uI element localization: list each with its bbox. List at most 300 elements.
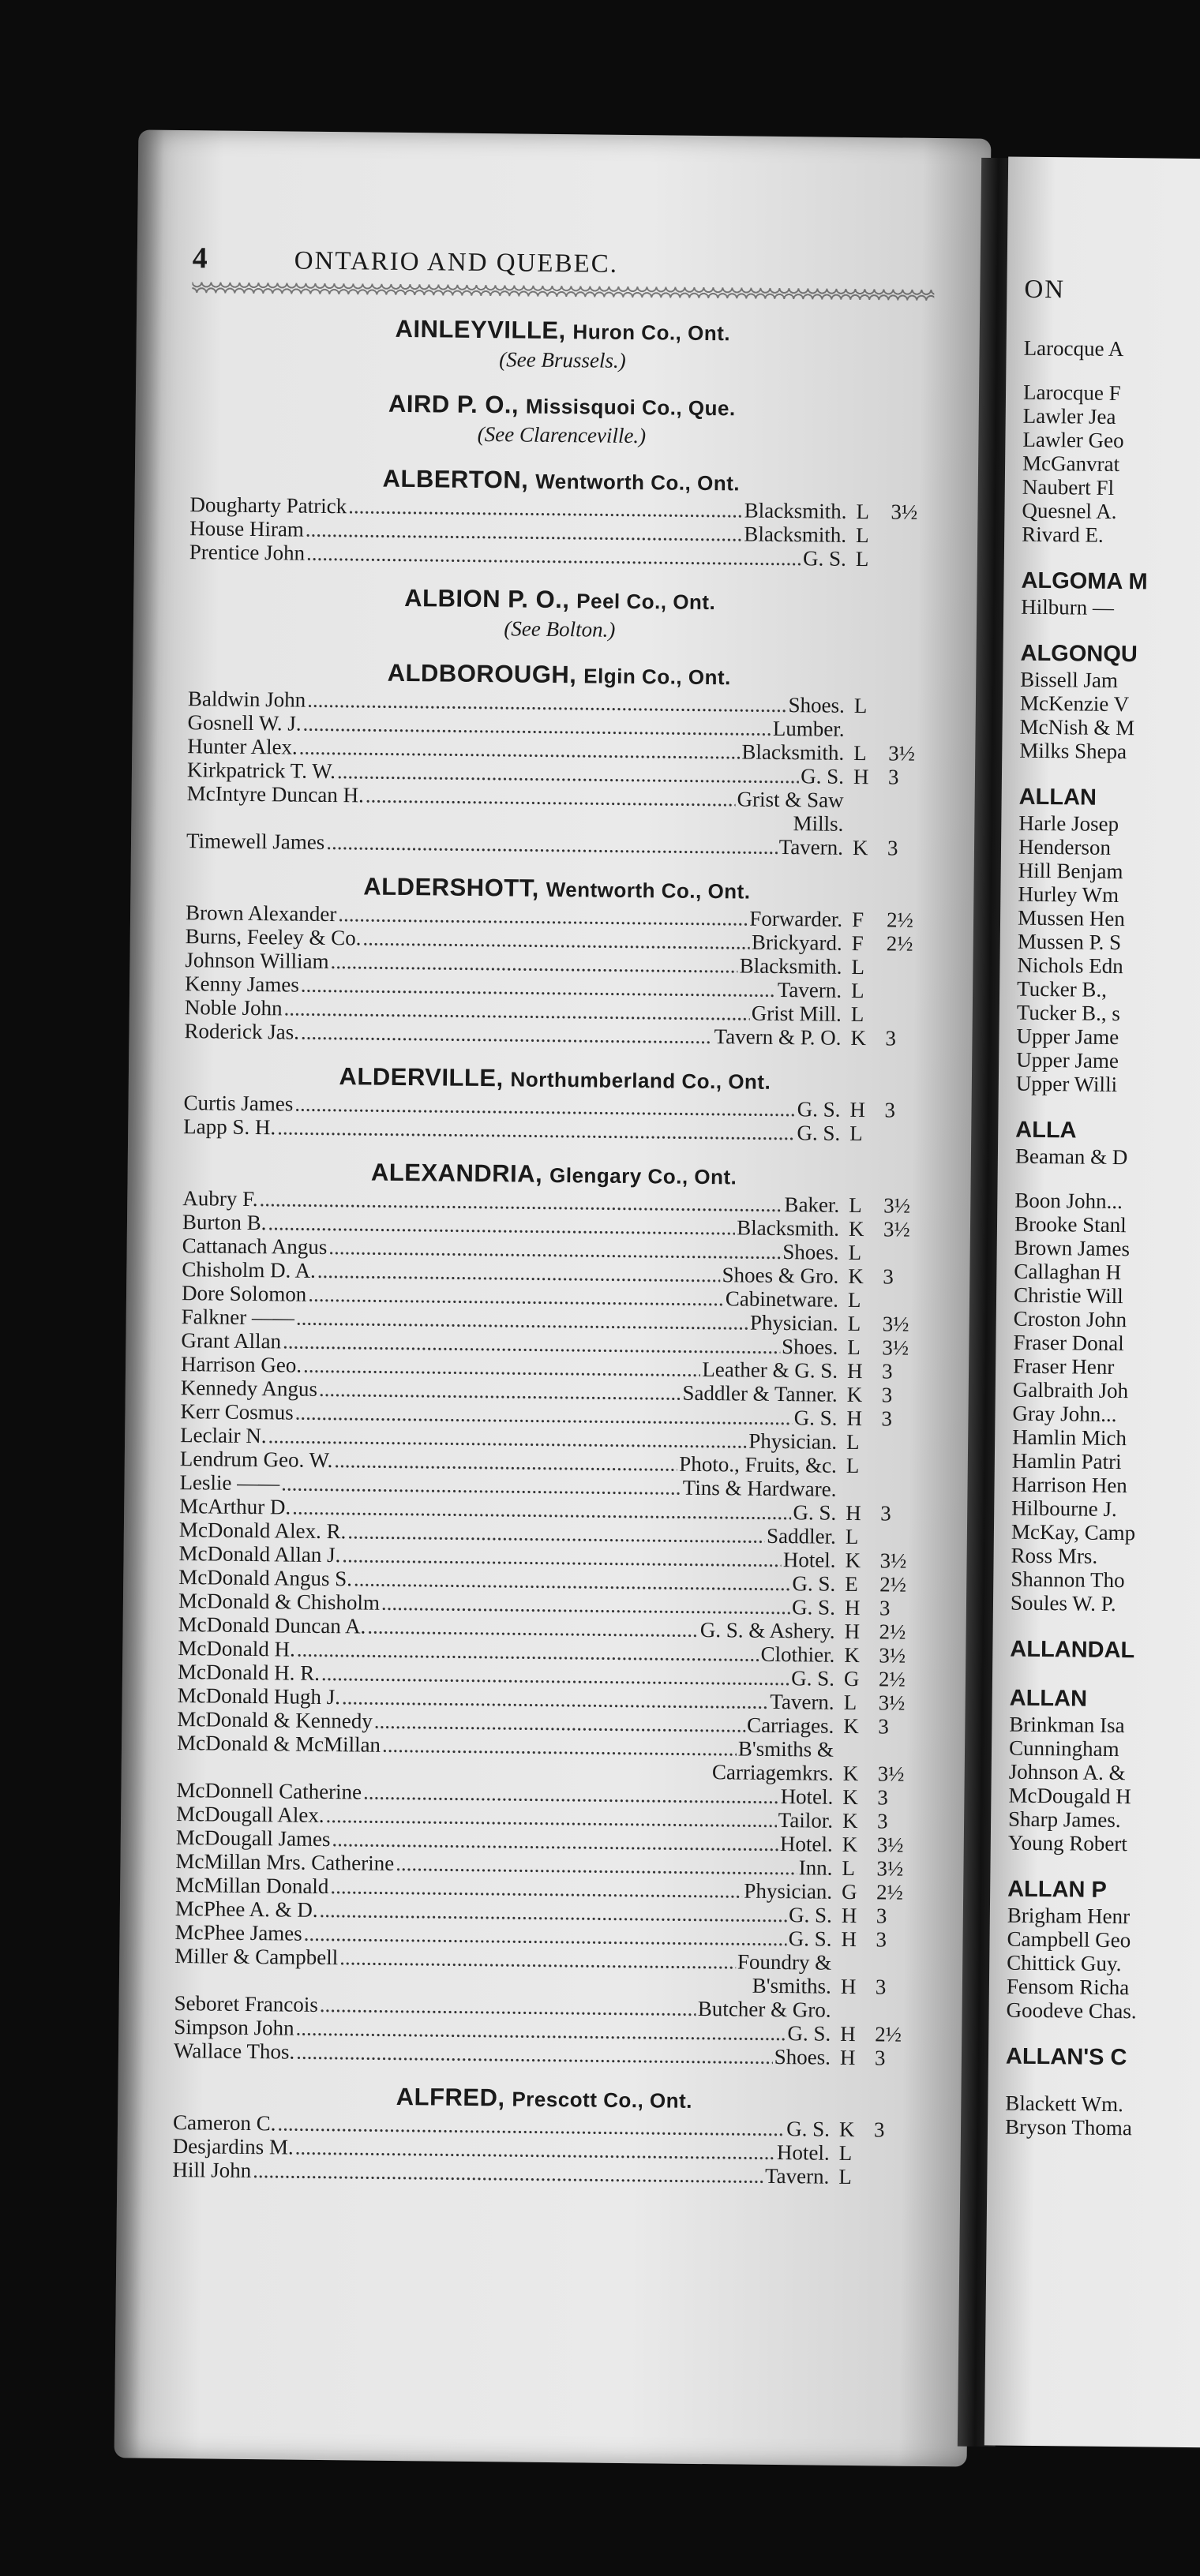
- entry-trade: Inn.: [798, 1855, 833, 1880]
- entry-trade: G. S.: [797, 1097, 841, 1121]
- credit-rating: L: [855, 546, 869, 571]
- credit-rating: H: [846, 1358, 863, 1383]
- entry-trade: Tailor.: [778, 1808, 834, 1833]
- entry-name: Aubry F.: [182, 1186, 258, 1211]
- entry-name: Johnson William: [185, 948, 329, 974]
- entry-name: Timewell James: [186, 829, 325, 854]
- town-name: ALBERTON,: [382, 464, 529, 494]
- entry-trade: B'smiths &: [737, 1736, 834, 1762]
- entry-trade: Tins & Hardware.: [682, 1475, 837, 1501]
- entry-trade: G. S.: [793, 1406, 838, 1430]
- town-section: [189, 581, 932, 646]
- right-entry: Cunningham: [1008, 1735, 1119, 1762]
- capital-rating: [876, 1970, 917, 1971]
- credit-rating: [844, 807, 888, 808]
- entry-name: McIntyre Duncan H.: [186, 781, 365, 807]
- capital-rating: 3½: [883, 1193, 911, 1218]
- right-entry: Nichols Edn: [1017, 953, 1123, 979]
- right-page-content: [1005, 275, 1200, 2142]
- entry-trade: Shoes.: [781, 1335, 838, 1359]
- capital-rating: 2½: [879, 1619, 906, 1644]
- right-entry: Bryson Thoma: [1004, 2114, 1132, 2140]
- credit-rating: L: [847, 1335, 861, 1360]
- capital-rating: 3: [881, 1383, 893, 1407]
- entry-trade: Lumber.: [772, 716, 845, 741]
- right-entry: Callaghan H: [1014, 1259, 1122, 1285]
- entry-trade: Hotel.: [782, 1548, 836, 1572]
- entry-trade: Hotel.: [776, 2140, 830, 2165]
- entry-trade: Shoes.: [774, 2044, 831, 2069]
- entry-trade: Physician.: [749, 1310, 838, 1335]
- entry-trade: Blacksmith.: [739, 953, 842, 979]
- capital-rating: [891, 566, 932, 567]
- right-entry: Rivard E.: [1022, 522, 1104, 547]
- entry-trade: Blacksmith.: [744, 522, 847, 547]
- entry-name: McDougall Alex.: [175, 1802, 324, 1828]
- entry-name: McMillan Donald: [175, 1873, 329, 1899]
- entry-name: Roderick Jas.: [184, 1019, 300, 1044]
- credit-rating: H: [841, 1926, 857, 1952]
- capital-rating: [881, 1449, 922, 1450]
- wavy-rule: [192, 282, 934, 301]
- entry-trade: Tavern.: [778, 834, 844, 859]
- capital-rating: [873, 2184, 914, 2185]
- credit-rating: K: [845, 1548, 861, 1573]
- right-entry: McDougald H: [1008, 1783, 1131, 1809]
- entry-name: House Hiram: [189, 516, 305, 541]
- credit-rating: K: [844, 1642, 860, 1668]
- capital-rating: 2½: [886, 931, 913, 956]
- credit-rating: L: [850, 978, 864, 1003]
- entry-name: Harrison Geo.: [180, 1352, 302, 1377]
- credit-rating: H: [844, 1595, 861, 1620]
- credit-rating: K: [848, 1264, 864, 1289]
- capital-rating: [874, 2160, 915, 2161]
- credit-rating: K: [848, 1216, 864, 1241]
- entry-name: McDonald H.: [178, 1636, 295, 1661]
- capital-rating: 3½: [877, 1762, 905, 1786]
- right-entry: Gray John...: [1012, 1401, 1117, 1427]
- entry-name: Seboret Francois: [174, 1991, 318, 2016]
- credit-rating: F: [851, 930, 864, 956]
- entry-name: McPhee James: [174, 1920, 302, 1945]
- entry-trade: G. S.: [793, 1500, 837, 1525]
- entry-trade: G. S.: [791, 1595, 836, 1619]
- capital-rating: 3: [877, 1785, 889, 1810]
- leader-dots: [374, 1709, 746, 1737]
- capital-rating: 3½: [879, 1643, 906, 1668]
- entry-trade: Grist Mill.: [751, 1001, 842, 1026]
- entry-trade: Shoes.: [782, 1240, 839, 1264]
- right-town-heading: ALLA: [1015, 1117, 1077, 1144]
- right-entry: Goodeve Chas.: [1006, 1998, 1137, 2024]
- county-name: Elgin Co., Ont.: [583, 664, 731, 690]
- capital-rating: 3½: [879, 1548, 907, 1573]
- town-section: [172, 2080, 915, 2189]
- credit-rating: [831, 2017, 875, 2018]
- capital-rating: 3½: [883, 1217, 910, 1241]
- right-town-heading: ALGONQU: [1020, 640, 1138, 668]
- county-name: Huron Co., Ont.: [572, 320, 731, 346]
- town-section: [174, 1155, 925, 2070]
- entry-name: McMillan Mrs. Catherine: [175, 1849, 395, 1875]
- right-entry: Milks Shepa: [1019, 738, 1127, 764]
- right-entry: Harrison Hen: [1011, 1472, 1127, 1498]
- entry-trade: Physician.: [748, 1428, 838, 1454]
- capital-rating: [880, 1496, 921, 1497]
- leader-dots: [296, 2040, 773, 2069]
- right-entry: Hilbourne J.: [1011, 1496, 1117, 1522]
- capital-rating: 3: [887, 765, 899, 789]
- right-entry: Mussen P. S: [1017, 929, 1122, 955]
- entry-trade: Carriages.: [746, 1713, 834, 1738]
- right-entry: Brigham Henr: [1007, 1903, 1131, 1929]
- right-entry: McNish & M: [1019, 714, 1135, 740]
- capital-rating: 3: [880, 1501, 891, 1526]
- entry-name: Cameron C.: [172, 2110, 276, 2136]
- entry-name: Simpson John: [174, 2015, 294, 2040]
- right-entry: McKenzie V: [1019, 691, 1130, 717]
- credit-rating: L: [845, 1524, 859, 1549]
- credit-rating: [831, 1970, 876, 1971]
- entry-name: Kennedy Angus: [180, 1376, 318, 1401]
- credit-rating: L: [842, 1855, 856, 1881]
- entry-name: Dore Solomon: [181, 1281, 307, 1306]
- right-town-heading: ALLAN P: [1007, 1876, 1108, 1903]
- entry-trade: Cabinetware.: [725, 1286, 839, 1312]
- credit-rating: L: [847, 1311, 861, 1336]
- entry-name: McDonald Hugh J.: [177, 1683, 341, 1709]
- leader-dots: [277, 1115, 796, 1144]
- right-entry: Larocque A: [1023, 335, 1124, 361]
- capital-rating: 3: [876, 1809, 888, 1833]
- town-name: ALEXANDRIA,: [370, 1158, 543, 1188]
- capital-rating: 3½: [891, 500, 918, 524]
- town-name: ALDERSHOTT,: [363, 872, 540, 902]
- leader-dots: [382, 1733, 737, 1761]
- county-name: Missisquoi Co., Que.: [525, 394, 736, 421]
- right-entry: Brooke Stanl: [1014, 1211, 1127, 1237]
- credit-rating: K: [842, 1784, 859, 1810]
- leader-dots: [366, 783, 736, 811]
- credit-rating: L: [848, 1240, 862, 1265]
- right-entry: Hamlin Patri: [1011, 1448, 1122, 1474]
- right-entry: Ross Mrs.: [1011, 1543, 1098, 1568]
- directory-sections: [172, 312, 934, 2189]
- credit-rating: K: [843, 1713, 860, 1739]
- credit-rating: H: [849, 1097, 866, 1122]
- right-entry: Hurley Wm: [1018, 882, 1119, 908]
- credit-rating: [843, 831, 887, 832]
- see-reference: (See Brussels.): [499, 347, 626, 373]
- credit-rating: K: [842, 1808, 858, 1833]
- entry-name: Noble John: [184, 995, 283, 1020]
- entry-name: McDonnell Catherine: [176, 1778, 362, 1804]
- credit-rating: L: [847, 1287, 861, 1312]
- capital-rating: 3½: [888, 741, 916, 766]
- right-entry: Upper Willi: [1015, 1071, 1118, 1097]
- entry-name: Hill John: [172, 2158, 252, 2183]
- entry-name: Curtis James: [183, 1091, 294, 1116]
- entry-name: Kenny James: [184, 972, 300, 997]
- capital-rating: [884, 1140, 925, 1141]
- right-entry: Beaman & D: [1014, 1144, 1128, 1170]
- credit-rating: H: [846, 1406, 863, 1431]
- right-entry: Upper Jame: [1016, 1024, 1119, 1050]
- credit-rating: L: [855, 522, 869, 548]
- left-page: [114, 129, 992, 2466]
- capital-rating: 2½: [876, 1880, 904, 1904]
- entry-trade: G. S.: [797, 1121, 841, 1145]
- entry-trade: Tavern.: [764, 2163, 830, 2188]
- town-section: [191, 312, 934, 377]
- entry-trade: Forwarder.: [749, 906, 843, 931]
- entry-trade: G. S.: [791, 1666, 835, 1690]
- entry-name: McDonald Alex. R.: [178, 1518, 347, 1544]
- credit-rating: K: [842, 1761, 859, 1786]
- entry-name: Leslie ——: [179, 1470, 280, 1496]
- right-entry: Hilburn —: [1021, 594, 1115, 620]
- town-section: [189, 462, 932, 571]
- town-section: [183, 1060, 926, 1146]
- credit-rating: K: [846, 1382, 863, 1407]
- entry-trade: G. S.: [802, 546, 846, 571]
- capital-rating: 3: [884, 1098, 896, 1122]
- capital-rating: 3: [875, 1975, 887, 1999]
- entry-trade: Leather & G. S.: [702, 1357, 838, 1383]
- see-reference: (See Bolton.): [504, 616, 616, 642]
- credit-rating: H: [846, 1500, 861, 1526]
- capital-rating: [875, 2017, 916, 2018]
- right-entry: McGanvrat: [1022, 451, 1120, 477]
- entry-trade-continued: B'smiths.: [752, 1973, 832, 1998]
- leader-dots: [334, 1448, 677, 1476]
- credit-rating: L: [856, 499, 870, 524]
- entry-name: McDonald & Chisholm: [178, 1589, 381, 1615]
- entry-name: McArthur D.: [179, 1494, 291, 1519]
- right-entry: McKay, Camp: [1011, 1519, 1136, 1545]
- entry-name: McDonald Duncan A.: [178, 1612, 366, 1638]
- entry-name: McDonald Angus S.: [178, 1565, 353, 1591]
- entry-trade: G. S.: [792, 1571, 836, 1596]
- running-head-title: ONTARIO AND QUEBEC.: [294, 246, 619, 279]
- capital-rating: [888, 736, 929, 737]
- capital-rating: [886, 974, 927, 975]
- credit-rating: L: [849, 1193, 862, 1218]
- entry-trade: Hotel.: [779, 1832, 833, 1856]
- town-name: ALDERVILLE,: [339, 1062, 504, 1092]
- entry-name: Lapp S. H.: [183, 1114, 276, 1140]
- right-entry: Young Robert: [1007, 1830, 1128, 1856]
- right-town-heading: ALGOMA M: [1021, 567, 1148, 595]
- entry-trade: Blacksmith.: [744, 498, 847, 523]
- entry-name: Cattanach Angus: [182, 1234, 328, 1260]
- entry-trade: G. S.: [788, 1926, 832, 1951]
- entry-trade: Hotel.: [780, 1784, 834, 1809]
- entry-name: McPhee A. & D.: [174, 1896, 318, 1922]
- capital-rating: 3: [873, 2117, 885, 2142]
- entry-name: Baldwin John: [187, 687, 306, 712]
- entry-name: Kirkpatrick T. W.: [186, 758, 336, 784]
- credit-rating: H: [840, 2021, 856, 2046]
- entry-trade: Clothier.: [760, 1642, 835, 1667]
- right-entry: Brinkman Isa: [1009, 1712, 1125, 1738]
- entry-trade: Blacksmith.: [741, 739, 845, 765]
- right-page-lines: [1005, 336, 1200, 2142]
- leader-dots: [301, 1020, 713, 1048]
- town-section: [186, 656, 931, 860]
- credit-rating: L: [838, 2164, 853, 2189]
- capital-rating: 3½: [876, 1833, 904, 1857]
- right-entry: Fensom Richa: [1006, 1974, 1130, 2000]
- entry-trade: Tavern & P. O.: [714, 1024, 842, 1050]
- right-entry: Hamlin Mich: [1012, 1425, 1127, 1451]
- right-page: [984, 157, 1200, 2448]
- capital-rating: 3: [879, 1596, 891, 1620]
- right-entry: Henderson: [1018, 834, 1112, 859]
- credit-rating: G: [843, 1666, 860, 1691]
- credit-rating: H: [853, 764, 869, 789]
- leader-dots: [326, 830, 778, 859]
- right-entry: Hill Benjam: [1018, 858, 1123, 884]
- capital-rating: 3: [887, 836, 898, 860]
- right-entry: Fraser Donal: [1013, 1330, 1124, 1356]
- entry-trade: Blacksmith.: [737, 1215, 840, 1241]
- credit-rating: H: [841, 1903, 857, 1928]
- credit-rating: L: [849, 1121, 863, 1146]
- credit-rating: [834, 1757, 878, 1758]
- entry-trade: Photo., Fruits, &c.: [679, 1451, 837, 1477]
- entry-trade: Physician.: [744, 1878, 833, 1904]
- town-name: ALFRED,: [396, 2082, 505, 2112]
- capital-rating: 3: [876, 1927, 887, 1952]
- county-name: Wentworth Co., Ont.: [535, 469, 741, 496]
- entry-trade-continued: Carriagemkrs.: [711, 1760, 834, 1785]
- county-name: Northumberland Co., Ont.: [510, 1067, 771, 1094]
- entry-name: Burns, Feeley & Co.: [185, 924, 362, 950]
- entry-name: Gosnell W. J.: [187, 710, 302, 736]
- right-entry: Christie Will: [1013, 1282, 1123, 1309]
- right-entry: Lawler Geo: [1022, 427, 1124, 453]
- capital-rating: 3: [874, 2046, 886, 2070]
- town-name: ALDBOROUGH,: [387, 658, 577, 689]
- entry-trade: G. S.: [787, 2021, 831, 2046]
- credit-rating: L: [838, 2140, 853, 2166]
- right-entry: Bissell Jam: [1020, 667, 1119, 692]
- credit-rating: F: [851, 907, 864, 932]
- county-name: Wentworth Co., Ont.: [546, 877, 751, 904]
- town-name: AIRD P. O.,: [388, 389, 519, 419]
- capital-rating: [886, 1021, 927, 1022]
- capital-rating: 3½: [882, 1335, 909, 1360]
- right-entry: Galbraith Joh: [1012, 1377, 1129, 1403]
- entry-trade: Shoes.: [788, 693, 846, 717]
- credit-rating: L: [853, 693, 868, 718]
- credit-rating: G: [841, 1879, 857, 1904]
- entry-trade-continued: Mills.: [793, 811, 844, 836]
- entry-name: Grant Allan: [181, 1328, 282, 1354]
- credit-rating: H: [844, 1619, 861, 1644]
- credit-rating: L: [846, 1429, 860, 1455]
- entry-trade: G. S.: [788, 1903, 832, 1927]
- entry-trade: Baker.: [784, 1193, 840, 1217]
- credit-rating: [844, 736, 888, 737]
- capital-rating: 3: [881, 1359, 893, 1383]
- capital-rating: 2½: [875, 2022, 902, 2046]
- entry-name: Desjardins M.: [172, 2134, 294, 2159]
- left-page-content: [172, 241, 935, 2207]
- entry-name: Wallace Thos.: [173, 2039, 295, 2064]
- leader-dots: [253, 2159, 763, 2188]
- right-entry: Fraser Henr: [1012, 1354, 1115, 1379]
- right-entry: Brown James: [1014, 1235, 1131, 1261]
- capital-rating: [888, 807, 929, 808]
- right-entry: Larocque F: [1022, 380, 1121, 406]
- entry-trade: Tavern.: [777, 977, 842, 1002]
- right-entry: Johnson A. &: [1008, 1759, 1126, 1785]
- entry-name: Chisholm D. A.: [182, 1257, 317, 1282]
- capital-rating: 2½: [879, 1572, 907, 1597]
- county-name: Glengary Co., Ont.: [549, 1163, 737, 1189]
- running-head: [193, 241, 935, 283]
- capital-rating: 2½: [886, 908, 913, 932]
- credit-rating: L: [850, 1002, 864, 1027]
- town-section: [190, 387, 933, 452]
- leader-dots: [319, 1377, 681, 1405]
- leader-dots: [367, 1615, 699, 1642]
- capital-rating: [878, 1757, 919, 1758]
- right-entry: Lawler Jea: [1022, 403, 1116, 429]
- right-town-heading: ALLAN'S C: [1005, 2043, 1127, 2071]
- right-town-heading: ALLAN: [1018, 784, 1097, 811]
- entry-name: Kerr Cosmus: [180, 1399, 294, 1425]
- credit-rating: H: [839, 2045, 856, 2070]
- right-entry: Boon John...: [1014, 1188, 1123, 1214]
- credit-rating: K: [842, 1832, 858, 1857]
- entry-trade: G. S.: [786, 2117, 831, 2141]
- capital-rating: [887, 831, 928, 832]
- entry-trade: Brickyard.: [751, 930, 842, 955]
- credit-rating: H: [840, 1974, 857, 1999]
- right-entry: Campbell Geo: [1007, 1926, 1131, 1953]
- credit-rating: L: [853, 740, 867, 766]
- capital-rating: 3: [881, 1406, 893, 1431]
- credit-rating: [836, 1496, 880, 1497]
- entry-trade: G. S.: [801, 764, 845, 788]
- right-entry: Upper Jame: [1016, 1047, 1119, 1073]
- right-entry: Blackett Wm.: [1005, 2091, 1123, 2117]
- capital-rating: 3½: [876, 1856, 904, 1881]
- town-section: [184, 870, 928, 1050]
- leader-dots: [339, 1945, 736, 1973]
- entry-name: McDougall James: [175, 1825, 331, 1852]
- right-town-heading: ALLANDAL: [1010, 1636, 1135, 1664]
- entry-name: McDonald Allan J.: [178, 1541, 341, 1567]
- entry-name: Miller & Campbell: [174, 1944, 339, 1970]
- leader-dots: [306, 541, 801, 571]
- entry-trade: G. S. & Ashery.: [699, 1617, 835, 1643]
- entry-trade: Grist & Saw: [737, 787, 844, 812]
- right-entry: Croston John: [1013, 1306, 1127, 1332]
- town-name: ALBION P. O.,: [404, 583, 570, 614]
- right-entry: Sharp James.: [1007, 1807, 1121, 1833]
- capital-rating: 3½: [882, 1312, 909, 1336]
- county-name: Peel Co., Ont.: [576, 589, 716, 615]
- entry-trade: Butcher & Gro.: [697, 1996, 831, 2022]
- entry-name: Brown Alexander: [185, 900, 337, 927]
- right-entry: Tucker B., s: [1016, 1000, 1121, 1026]
- credit-rating: L: [846, 1453, 860, 1478]
